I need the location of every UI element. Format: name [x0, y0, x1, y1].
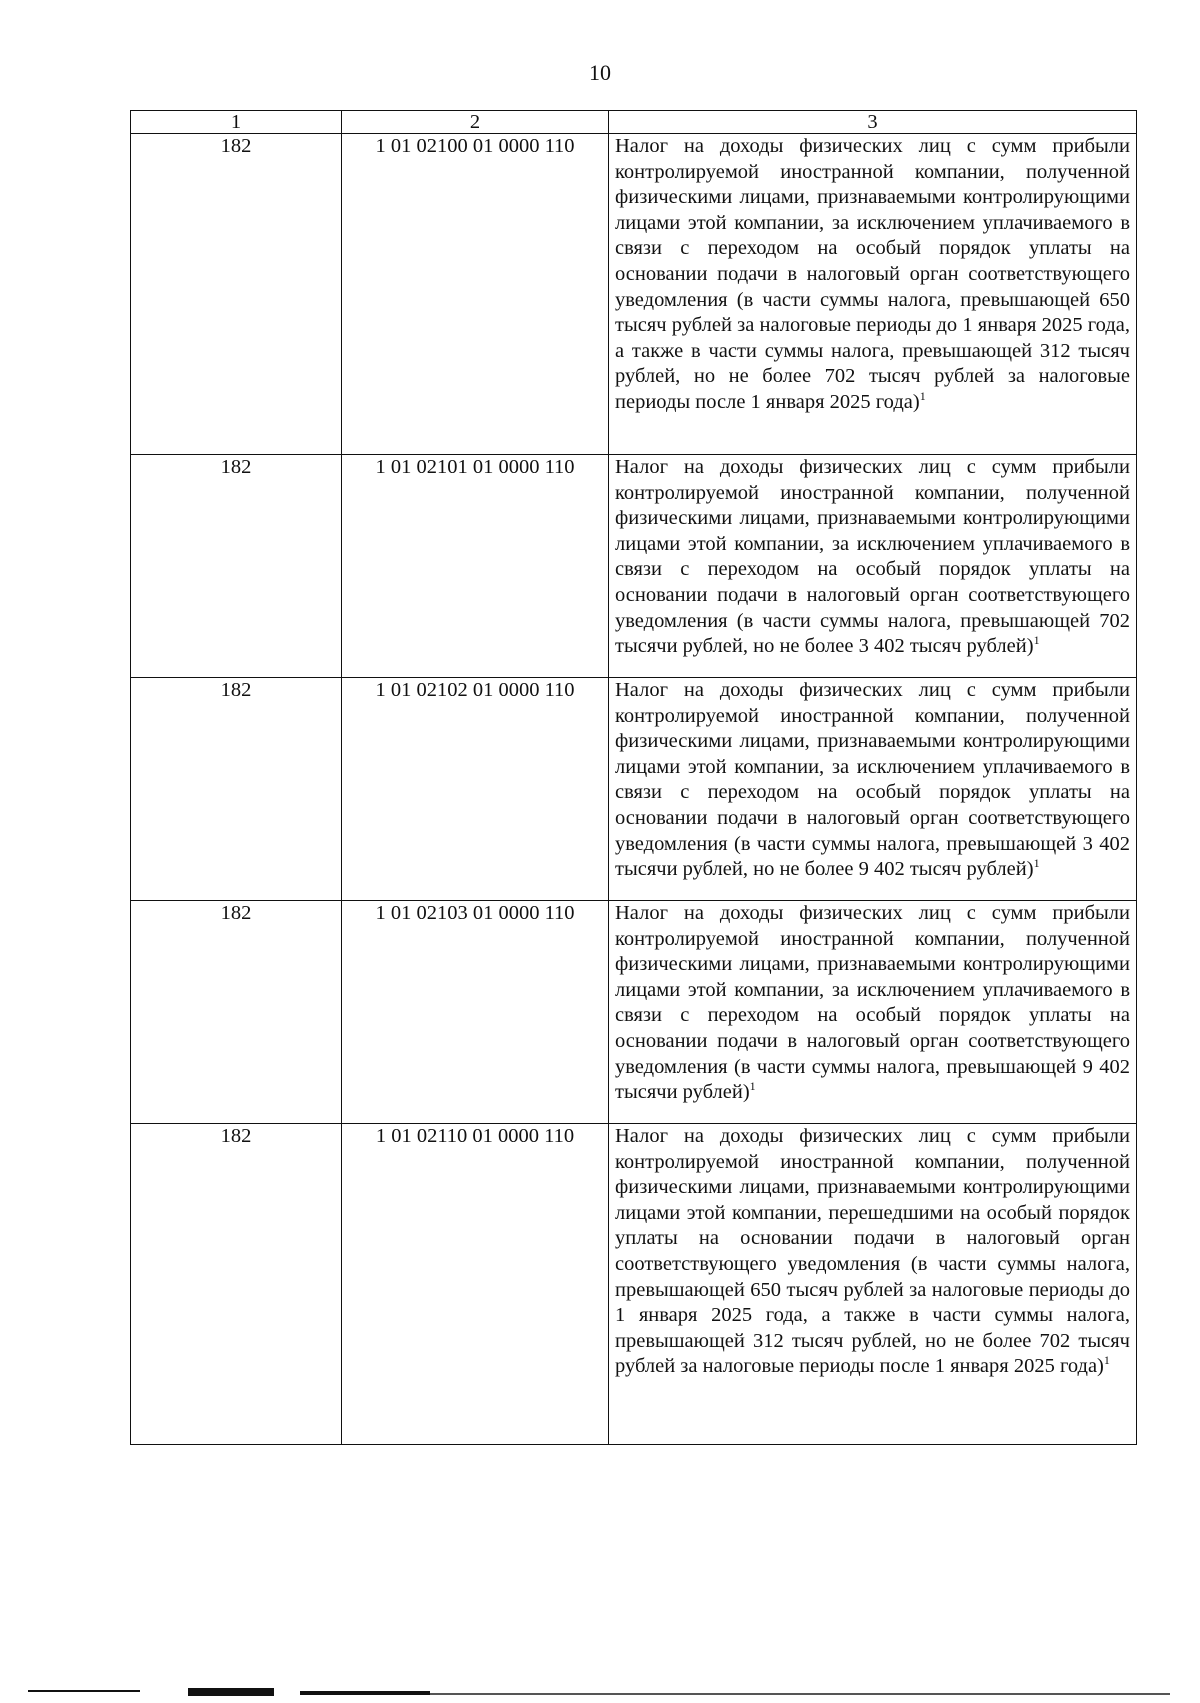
revenue-codes-table	[130, 110, 1137, 1445]
description-text: Налог на доходы физических лиц с сумм прибыли контролируемой иностранной компании, полученной физическими лицами, признаваемыми контролирующими лицами этой компании, за исключением уплачиваемого в связи с переходом на особый порядок уплаты на основании подачи в налоговый орган соответствующего уведомления (в части суммы налога, превышающей 650 тысяч рублей за налоговые периоды до 1 января 2025 года, а также в части суммы налога, превышающей 312 тысяч рублей, но не более 702 тысяч рублей за налоговые периоды после 1 января 2025 года)	[615, 135, 1130, 413]
description-text: Налог на доходы физических лиц с сумм прибыли контролируемой иностранной компании, полученной физическими лицами, признаваемыми контролирующими лицами этой компании, перешедшими на особый порядок уплаты на основании подачи в налоговый орган соответствующего уведомления (в части суммы налога, превышающей 650 тысяч рублей за налоговые периоды до 1 января 2025 года, а также в части суммы налога, превышающей 312 тысяч рублей, но не более 702 тысяч рублей за налоговые периоды после 1 января 2025 года)	[615, 1125, 1130, 1378]
footnote-marker: 1	[749, 1079, 756, 1094]
table-row	[131, 901, 1137, 1124]
kbk-code-cell: 1 01 02110 01 0000 110	[342, 1124, 609, 1445]
footnote-marker: 1	[1033, 856, 1040, 871]
table-header-row	[131, 111, 1137, 134]
page-number: 10	[589, 60, 611, 85]
table-row	[131, 1124, 1137, 1445]
table-row	[131, 678, 1137, 901]
kbk-code-cell: 1 01 02100 01 0000 110	[342, 134, 609, 455]
admin-code-cell: 182	[131, 134, 342, 455]
kbk-code-cell: 1 01 02101 01 0000 110	[342, 455, 609, 678]
scan-mark	[430, 1693, 1170, 1695]
kbk-code-cell: 1 01 02103 01 0000 110	[342, 901, 609, 1124]
description-cell	[609, 1124, 1137, 1445]
description-cell	[609, 901, 1137, 1124]
scan-edge-marks	[0, 1688, 1200, 1698]
footnote-marker: 1	[919, 389, 926, 404]
description-text: Налог на доходы физических лиц с сумм прибыли контролируемой иностранной компании, полученной физическими лицами, признаваемыми контролирующими лицами этой компании, за исключением уплачиваемого в связи с переходом на особый порядок уплаты на основании подачи в налоговый орган соответствующего уведомления (в части суммы налога, превышающей 3 402 тысячи рублей, но не более 9 402 тысяч рублей)	[615, 679, 1130, 881]
scan-mark	[28, 1690, 140, 1692]
column-header-2: 2	[342, 111, 609, 134]
scan-mark	[188, 1688, 274, 1696]
table-row	[131, 134, 1137, 455]
table-row	[131, 455, 1137, 678]
description-cell	[609, 134, 1137, 455]
description-cell	[609, 455, 1137, 678]
description-text: Налог на доходы физических лиц с сумм прибыли контролируемой иностранной компании, полученной физическими лицами, признаваемыми контролирующими лицами этой компании, за исключением уплачиваемого в связи с переходом на особый порядок уплаты на основании подачи в налоговый орган соответствующего уведомления (в части суммы налога, превышающей 702 тысячи рублей, но не более 3 402 тысяч рублей)	[615, 456, 1130, 658]
admin-code-cell: 182	[131, 455, 342, 678]
admin-code-cell: 182	[131, 901, 342, 1124]
description-text: Налог на доходы физических лиц с сумм прибыли контролируемой иностранной компании, полученной физическими лицами, признаваемыми контролирующими лицами этой компании, за исключением уплачиваемого в связи с переходом на особый порядок уплаты на основании подачи в налоговый орган соответствующего уведомления (в части суммы налога, превышающей 9 402 тысячи рублей)	[615, 902, 1130, 1104]
admin-code-cell: 182	[131, 1124, 342, 1445]
description-cell	[609, 678, 1137, 901]
admin-code-cell: 182	[131, 678, 342, 901]
footnote-marker: 1	[1033, 633, 1040, 648]
column-header-3: 3	[609, 111, 1137, 134]
kbk-code-cell: 1 01 02102 01 0000 110	[342, 678, 609, 901]
scan-mark	[300, 1691, 430, 1695]
footnote-marker: 1	[1103, 1353, 1110, 1368]
column-header-1: 1	[131, 111, 342, 134]
